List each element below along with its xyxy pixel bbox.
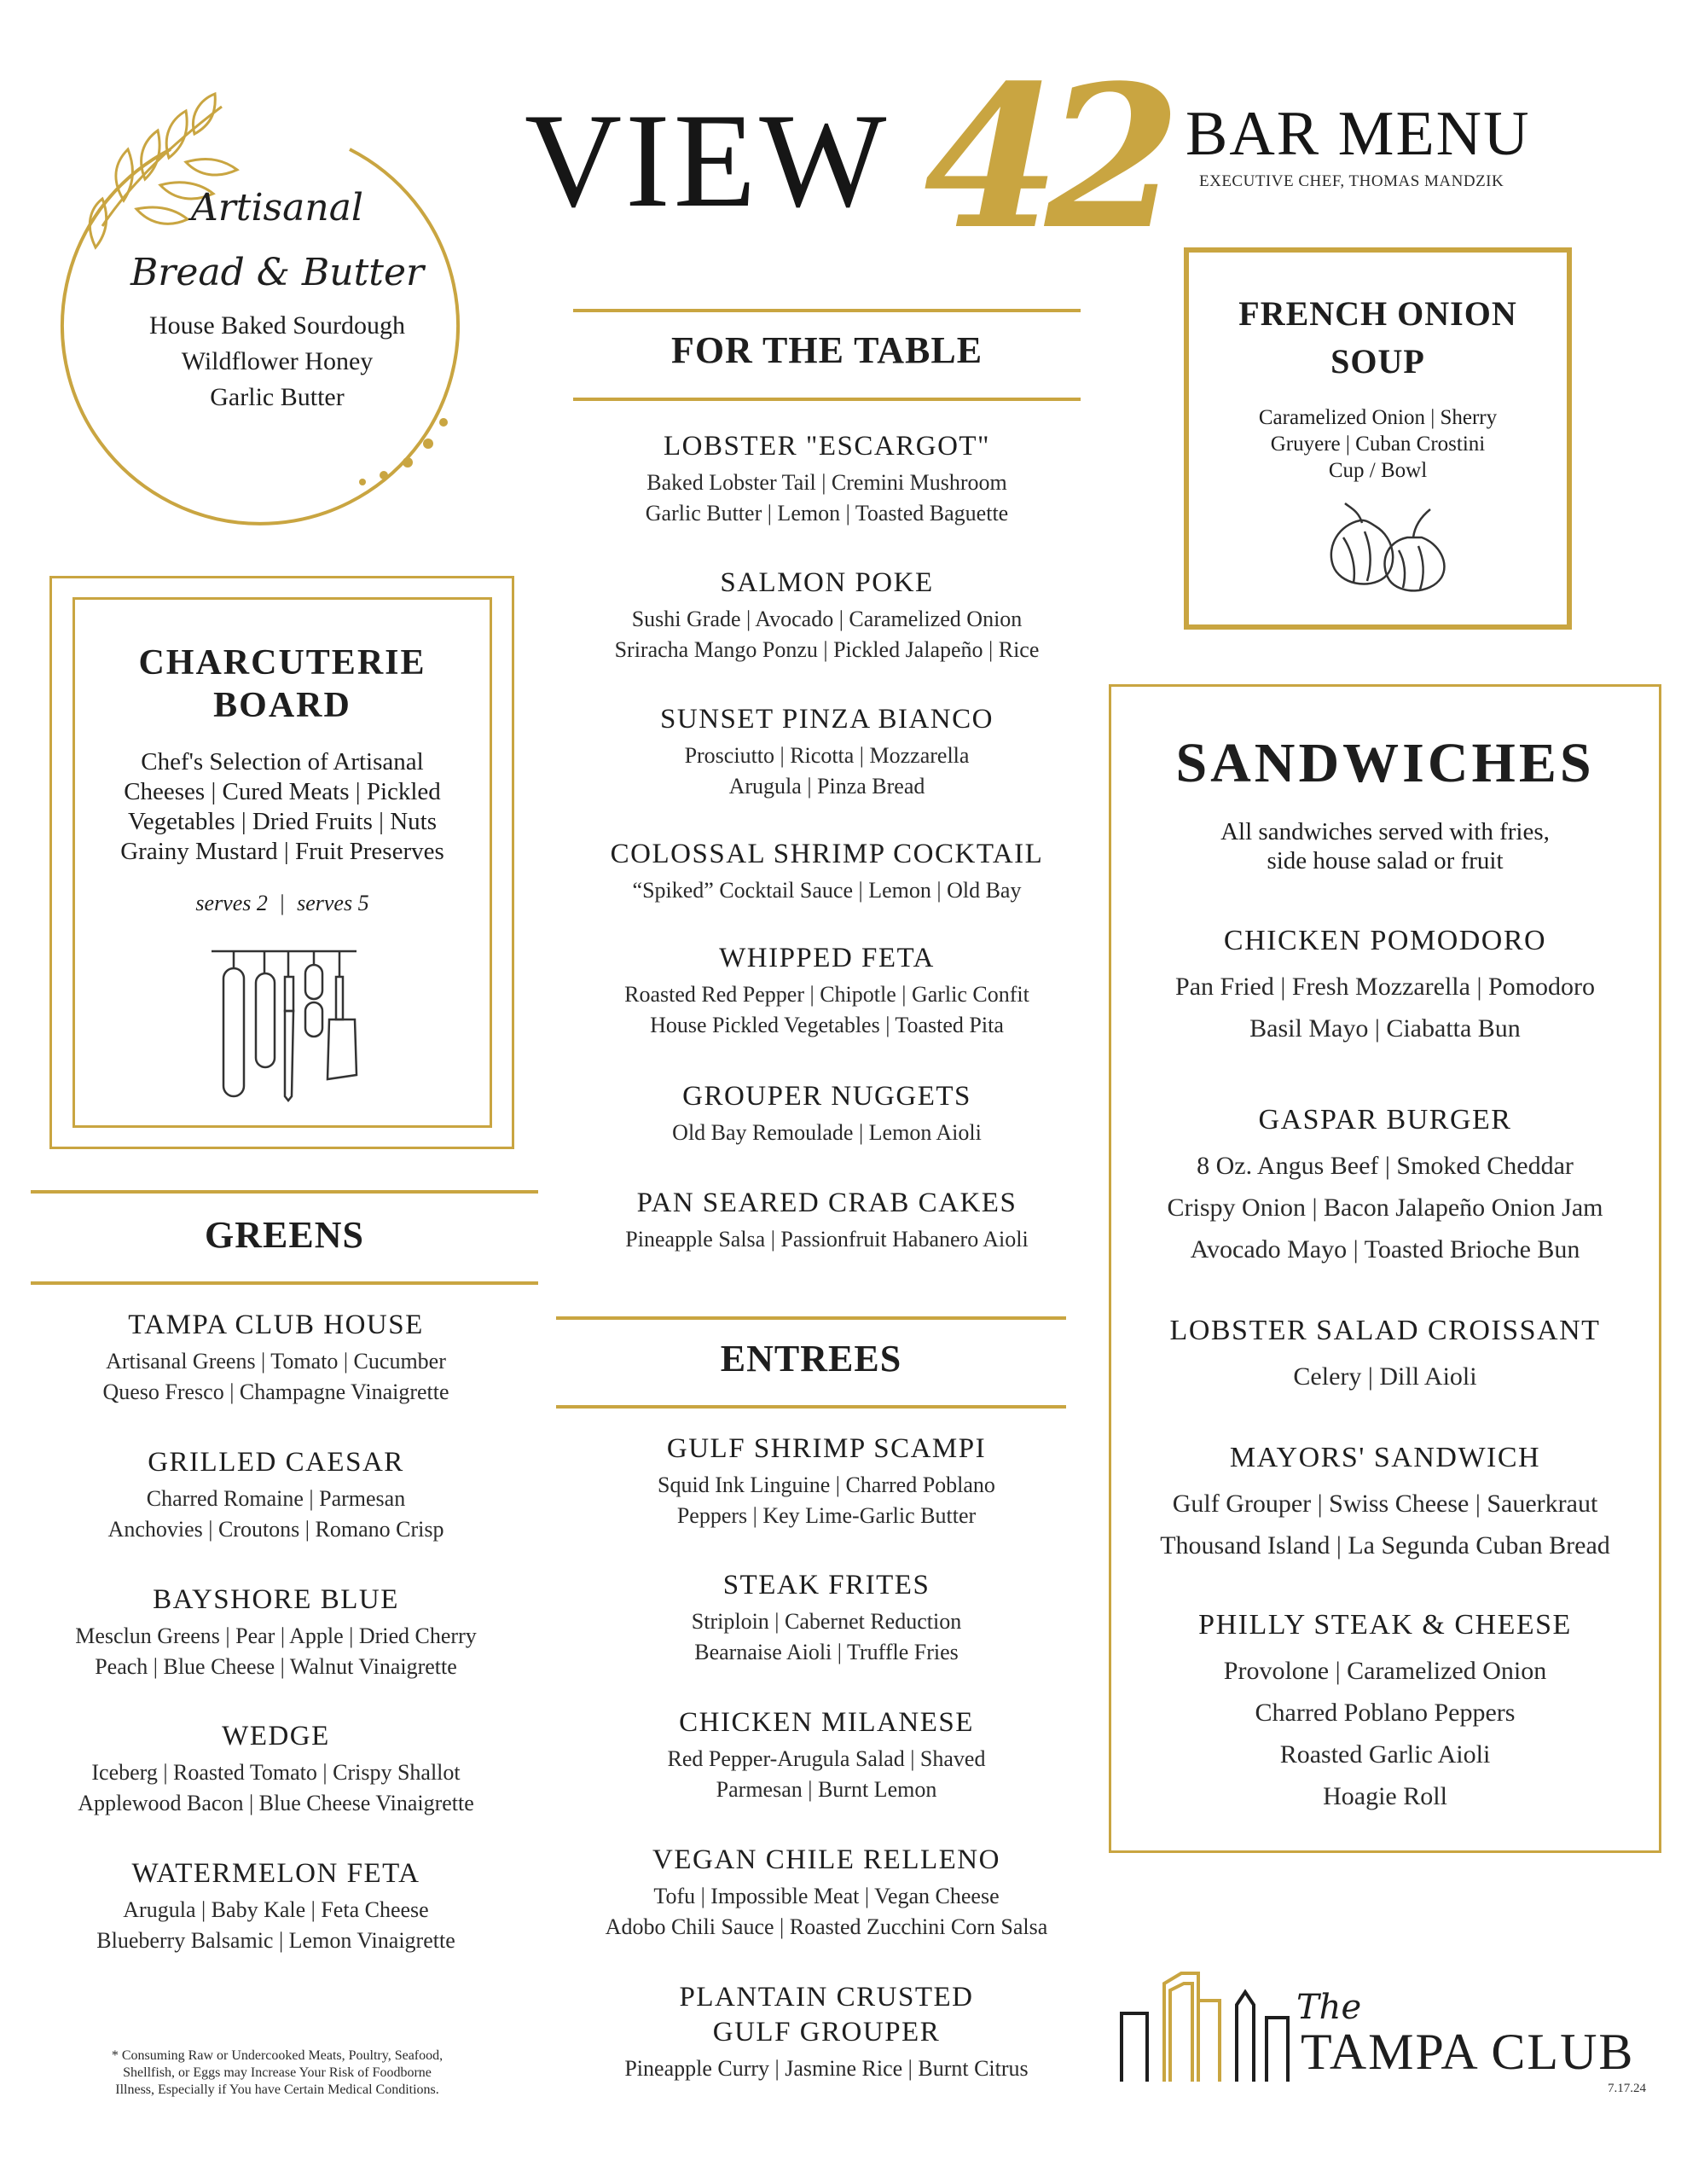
logo-42-text: 42 (924, 43, 1167, 273)
item-desc: Hoagie Roll (1323, 1782, 1447, 1810)
item-desc: Arugula | Pinza Bread (728, 774, 925, 799)
menu-item (573, 1081, 1081, 1148)
item-name: WHIPPED FETA (719, 943, 935, 973)
item-desc: Squid Ink Linguine | Charred Poblano (658, 1472, 995, 1497)
bar-menu-title: BAR MENU (1186, 99, 1531, 169)
item-desc: Baked Lobster Tail | Cremini Mushroom (646, 470, 1007, 495)
item-name: COLOSSAL SHRIMP COCKTAIL (610, 839, 1044, 869)
bar-menu-header (1186, 99, 1578, 191)
item-desc: Iceberg | Roasted Tomato | Crispy Shallot (91, 1760, 461, 1785)
item-desc: Pineapple Curry | Jasmine Rice | Burnt Citrus (624, 2056, 1029, 2081)
skyline-icon (1117, 1966, 1313, 2086)
menu-item (31, 1858, 521, 1956)
item-desc: Basil Mayo | Ciabatta Bun (1249, 1014, 1521, 1043)
item-desc: Anchovies | Croutons | Romano Crisp (107, 1517, 444, 1542)
item-desc: Applewood Bacon | Blue Cheese Vinaigrette (78, 1791, 474, 1815)
disclaimer-line: Shellfish, or Eggs may Increase Your Risk of Foodborne (123, 2065, 432, 2080)
menu-item (31, 1310, 521, 1408)
greens-title: GREENS (205, 1214, 364, 1256)
item-name: MAYORS' SANDWICH (1229, 1442, 1541, 1473)
bread-line: House Baked Sourdough (149, 311, 405, 340)
view42-logo (525, 43, 1167, 273)
item-desc: Peppers | Key Lime-Garlic Butter (676, 1503, 977, 1528)
charcuterie-section (77, 642, 488, 916)
item-name: LOBSTER SALAD CROISSANT (1169, 1315, 1601, 1346)
item-name: WATERMELON FETA (131, 1858, 420, 1889)
item-name: SUNSET PINZA BIANCO (660, 704, 994, 735)
item-desc: Pineapple Salsa | Passionfruit Habanero Aioli (625, 1227, 1029, 1252)
bread-section (94, 188, 461, 415)
entrees-top-rule (556, 1316, 1066, 1320)
item-name: BAYSHORE BLUE (153, 1584, 399, 1615)
serves-a: serves 2 (195, 891, 268, 915)
onions-icon (1318, 499, 1454, 597)
soup-section (1191, 290, 1565, 484)
item-desc: Prosciutto | Ricotta | Mozzarella (684, 743, 970, 768)
soup-title-line1: FRENCH ONION (1238, 294, 1517, 333)
menu-item (556, 1570, 1097, 1668)
serves-line (77, 891, 488, 916)
menu-item (573, 1188, 1081, 1255)
item-desc: House Pickled Vegetables | Toasted Pita (650, 1013, 1004, 1037)
item-name: TAMPA CLUB HOUSE (128, 1310, 424, 1340)
item-desc: 8 Oz. Angus Beef | Smoked Cheddar (1197, 1152, 1574, 1180)
menu-item (31, 1584, 521, 1682)
item-desc: Old Bay Remoulade | Lemon Aioli (672, 1120, 982, 1145)
item-name: WEDGE (222, 1721, 330, 1751)
item-name-line2: GULF GROUPER (712, 2017, 941, 2048)
item-desc: Queso Fresco | Champagne Vinaigrette (102, 1380, 449, 1404)
item-desc: Thousand Island | La Segunda Cuban Bread (1160, 1531, 1610, 1560)
menu-item (573, 704, 1081, 802)
item-desc: Artisanal Greens | Tomato | Cucumber (106, 1349, 446, 1374)
item-desc: Sriracha Mango Ponzu | Pickled Jalapeño | Rice (614, 637, 1040, 662)
item-desc: Charred Romaine | Parmesan (146, 1486, 406, 1511)
item-desc: “Spiked” Cocktail Sauce | Lemon | Old Bay (632, 878, 1022, 903)
sandwiches-title: SANDWICHES (1175, 732, 1595, 794)
item-desc: Red Pepper-Arugula Salad | Shaved (667, 1746, 986, 1771)
item-name: VEGAN CHILE RELLENO (652, 1844, 1000, 1875)
menu-item (1109, 1609, 1661, 1817)
item-desc: Parmesan | Burnt Lemon (716, 1777, 937, 1802)
menu-item (1109, 1442, 1661, 1566)
logo-view-text: VIEW (525, 86, 890, 235)
item-desc: Bearnaise Aioli | Truffle Fries (694, 1640, 959, 1664)
bread-title-line1: Artisanal (190, 186, 364, 229)
charcuterie-line: Grainy Mustard | Fruit Preserves (120, 838, 444, 865)
menu-item (556, 1982, 1097, 2084)
soup-line: Cup / Bowl (1328, 459, 1428, 482)
item-name: PHILLY STEAK & CHEESE (1198, 1609, 1572, 1641)
item-desc: Striploin | Cabernet Reduction (691, 1609, 962, 1634)
item-desc: Pan Fried | Fresh Mozzarella | Pomodoro (1175, 973, 1595, 1001)
serves-b: serves 5 (297, 891, 369, 915)
disclaimer (51, 2048, 503, 2099)
menu-item (573, 567, 1081, 665)
logo-date: 7.17.24 (1608, 2082, 1646, 2095)
charcuterie-title-line1: CHARCUTERIE (138, 643, 426, 682)
item-desc: Peach | Blue Cheese | Walnut Vinaigrette (95, 1654, 457, 1679)
item-desc: Charred Poblano Peppers (1255, 1699, 1516, 1727)
bread-line: Garlic Butter (210, 382, 345, 411)
item-desc: Mesclun Greens | Pear | Apple | Dried Cherry (75, 1623, 477, 1648)
for-the-table-title: FOR THE TABLE (670, 329, 983, 371)
item-desc: Tofu | Impossible Meat | Vegan Cheese (653, 1884, 1000, 1908)
serves-sep: | (280, 891, 285, 915)
charcuterie-line: Chef's Selection of Artisanal (141, 748, 424, 775)
menu-item (1109, 1315, 1661, 1397)
soup-line: Gruyere | Cuban Crostini (1270, 433, 1486, 456)
item-name: GASPAR BURGER (1258, 1104, 1512, 1136)
item-desc: Celery | Dill Aioli (1293, 1362, 1477, 1391)
menu-item (573, 943, 1081, 1041)
for-the-table-bottom-rule (573, 398, 1081, 401)
sandwiches-subtitle: side house salad or fruit (1267, 847, 1504, 874)
item-name: GULF SHRIMP SCAMPI (666, 1433, 987, 1464)
entrees-bottom-rule (556, 1405, 1066, 1409)
soup-line: Caramelized Onion | Sherry (1258, 406, 1498, 429)
item-desc: Roasted Garlic Aioli (1279, 1740, 1491, 1769)
menu-item (1109, 1104, 1661, 1270)
menu-item (556, 1844, 1097, 1943)
sandwiches-header (1109, 732, 1661, 875)
menu-item (573, 839, 1081, 906)
menu-item (556, 1707, 1097, 1805)
item-desc: Sushi Grade | Avocado | Caramelized Onion (631, 607, 1023, 631)
for-the-table-top-rule (573, 309, 1081, 312)
menu-item (31, 1447, 521, 1545)
menu-item (556, 1433, 1097, 1531)
item-name: CHICKEN MILANESE (679, 1707, 974, 1738)
item-name: SALMON POKE (720, 567, 934, 598)
item-name: PAN SEARED CRAB CAKES (636, 1188, 1017, 1218)
bread-title-line2: Bread & Butter (130, 251, 425, 295)
item-desc: Avocado Mayo | Toasted Brioche Bun (1190, 1235, 1580, 1263)
bread-line: Wildflower Honey (181, 346, 374, 375)
chef-line: EXECUTIVE CHEF, THOMAS MANDZIK (1199, 172, 1504, 190)
menu-item (1109, 925, 1661, 1049)
charcuterie-title-line2: BOARD (213, 686, 351, 725)
menu-item (31, 1721, 521, 1819)
disclaimer-line: * Consuming Raw or Undercooked Meats, Poultry, Seafood, (111, 2048, 443, 2063)
entrees-title: ENTREES (720, 1338, 902, 1380)
item-desc: Crispy Onion | Bacon Jalapeño Onion Jam (1167, 1194, 1603, 1222)
item-name: PLANTAIN CRUSTED (679, 1982, 974, 2013)
sandwiches-subtitle: All sandwiches served with fries, (1220, 818, 1550, 845)
greens-top-rule (31, 1190, 538, 1194)
item-desc: Gulf Grouper | Swiss Cheese | Sauerkraut (1172, 1490, 1598, 1518)
item-desc: Roasted Red Pepper | Chipotle | Garlic Confit (624, 982, 1029, 1007)
item-desc: Adobo Chili Sauce | Roasted Zucchini Corn Salsa (605, 1914, 1048, 1939)
item-desc: Garlic Butter | Lemon | Toasted Baguette (645, 501, 1009, 526)
soup-title-line2: SOUP (1330, 342, 1425, 380)
charcuterie-line: Cheeses | Cured Meats | Pickled (124, 778, 441, 805)
greens-bottom-rule (31, 1281, 538, 1285)
item-name: GROUPER NUGGETS (682, 1081, 971, 1112)
hanging-meats-icon (203, 943, 365, 1113)
item-name: LOBSTER "ESCARGOT" (663, 431, 991, 462)
charcuterie-line: Vegetables | Dried Fruits | Nuts (128, 808, 437, 835)
disclaimer-line: Illness, Especially if You have Certain Medical Conditions. (115, 2082, 439, 2097)
item-desc: Arugula | Baby Kale | Feta Cheese (123, 1897, 429, 1922)
item-desc: Provolone | Caramelized Onion (1223, 1657, 1547, 1685)
logo-the-text: The (1296, 1988, 1362, 2027)
item-name: CHICKEN POMODORO (1223, 925, 1547, 956)
item-name: GRILLED CAESAR (148, 1447, 404, 1478)
item-name: STEAK FRITES (722, 1570, 930, 1600)
menu-item (573, 431, 1081, 529)
item-desc: Blueberry Balsamic | Lemon Vinaigrette (96, 1928, 455, 1953)
logo-tampa-club-text: TAMPA CLUB (1301, 2024, 1635, 2080)
